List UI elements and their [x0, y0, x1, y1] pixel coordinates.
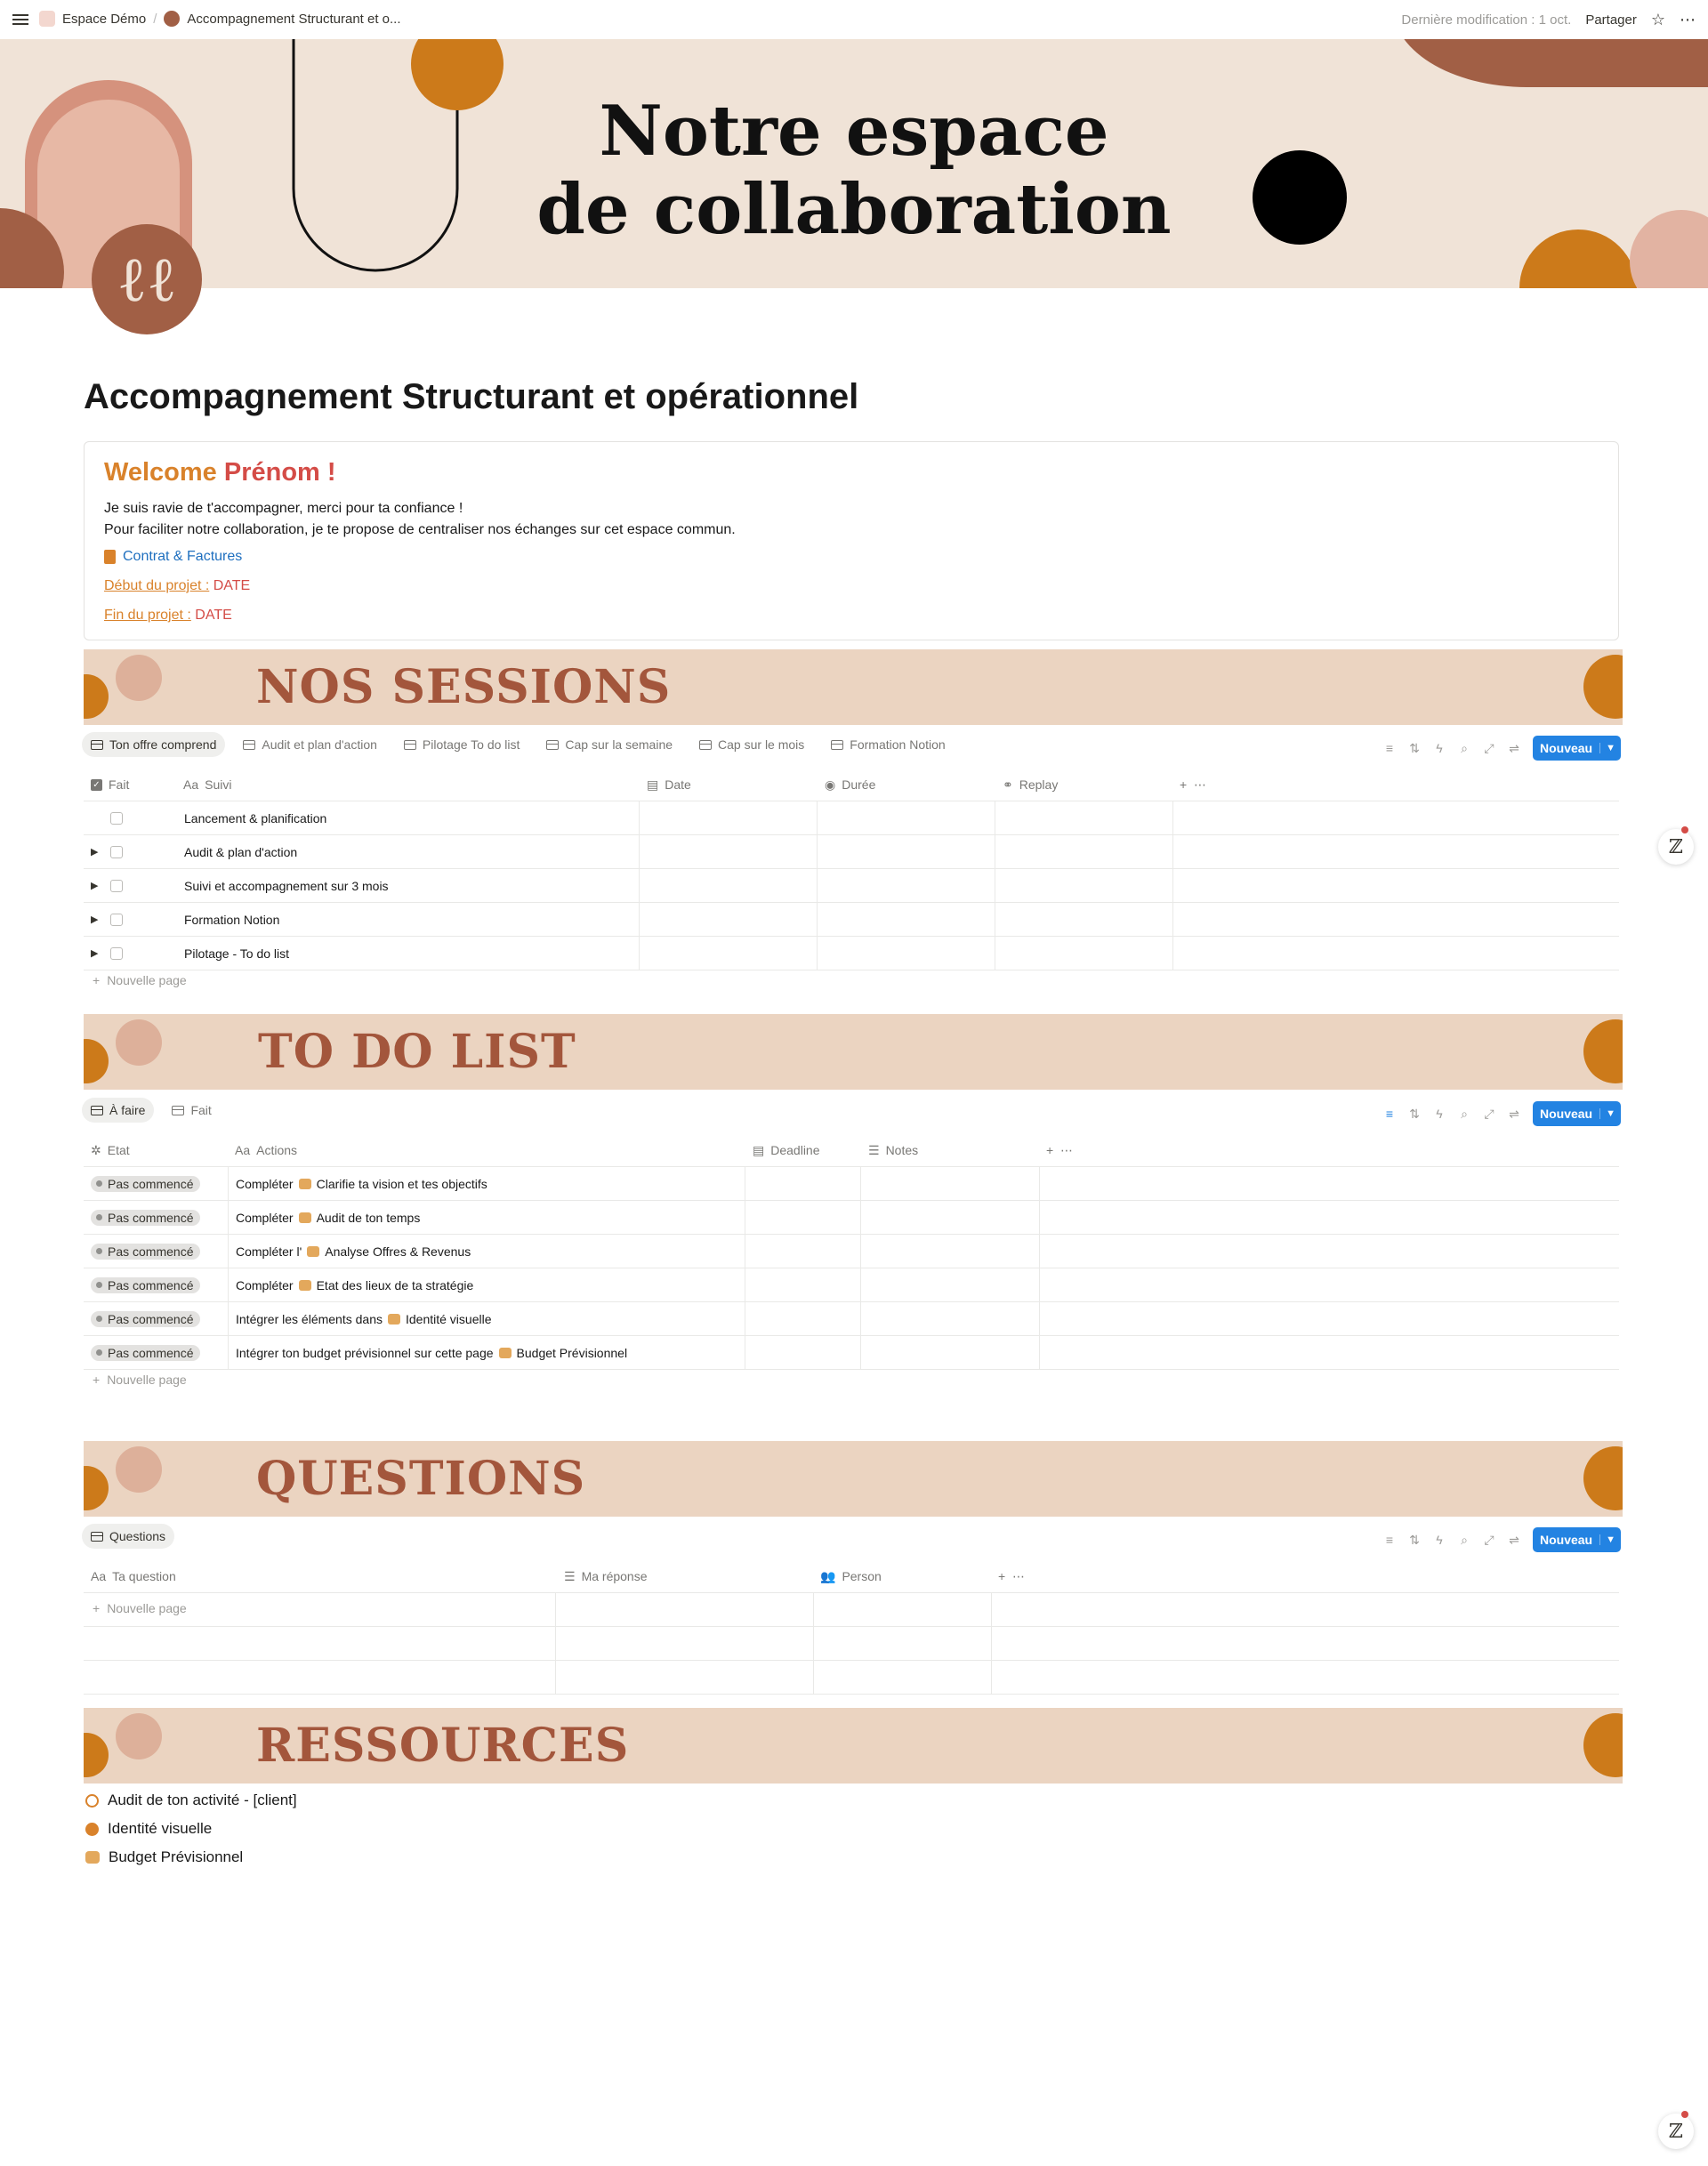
- start-date-value: DATE: [209, 578, 251, 593]
- floating-assistant-button[interactable]: ℤ: [1658, 829, 1694, 865]
- search-icon[interactable]: ⌕: [1461, 1106, 1468, 1121]
- toggle-icon[interactable]: ▶: [91, 881, 99, 891]
- checkbox[interactable]: [110, 914, 123, 926]
- table-row[interactable]: [84, 1302, 1619, 1336]
- breadcrumb: [39, 11, 401, 27]
- status-icon: ✲: [91, 1142, 101, 1157]
- tab-label: Fait: [190, 1103, 212, 1117]
- new-page-label: Nouvelle page: [107, 1373, 187, 1387]
- header-replay[interactable]: [1003, 769, 1058, 801]
- tab-formation[interactable]: [822, 732, 954, 757]
- tab-label: Questions: [109, 1529, 166, 1543]
- emoji-icon: [307, 1246, 319, 1257]
- header-duree[interactable]: [825, 769, 875, 801]
- tab-pilotage[interactable]: [395, 732, 528, 757]
- action-cell[interactable]: Compléter Audit de ton temps: [236, 1210, 421, 1225]
- table-row[interactable]: [84, 903, 1619, 937]
- emoji-icon: [299, 1212, 311, 1223]
- text-icon: Aa: [235, 1143, 251, 1157]
- chevron-down-icon[interactable]: ▼: [1599, 743, 1621, 753]
- status-badge[interactable]: Pas commencé: [91, 1311, 200, 1327]
- header-notes[interactable]: [868, 1134, 918, 1166]
- add-property-icon[interactable]: + ⋯: [998, 1568, 1025, 1583]
- checkbox[interactable]: [110, 846, 123, 858]
- sessions-toolbar: [1383, 736, 1621, 761]
- new-button[interactable]: [1533, 1101, 1621, 1126]
- notes-icon: ☰: [564, 1568, 576, 1583]
- header-label: Deadline: [770, 1143, 820, 1157]
- sort-icon[interactable]: ⇅: [1409, 1106, 1420, 1121]
- cover-title: [498, 93, 1210, 249]
- share-button[interactable]: Partager: [1585, 12, 1637, 28]
- table-row-empty: [84, 1593, 1619, 1627]
- banner-dot-pink: [116, 1019, 162, 1066]
- header-fait[interactable]: [91, 769, 129, 801]
- toggle-icon[interactable]: ▶: [91, 847, 99, 858]
- table-row-empty: [84, 1627, 1619, 1661]
- welcome-heading: [104, 458, 336, 487]
- table-row[interactable]: [84, 937, 1619, 970]
- new-button[interactable]: [1533, 1527, 1621, 1552]
- tab-label: Cap sur la semaine: [565, 737, 673, 752]
- contract-link[interactable]: [104, 549, 242, 565]
- cover-title-line2: de collaboration: [536, 169, 1172, 250]
- tab-audit[interactable]: [234, 732, 386, 757]
- resource-link-audit[interactable]: [85, 1792, 297, 1809]
- top-bar: [0, 0, 1708, 39]
- new-page-label: Nouvelle page: [107, 1601, 187, 1615]
- sessions-view-tabs: [82, 732, 955, 757]
- status-badge[interactable]: Pas commencé: [91, 1345, 200, 1361]
- checkbox[interactable]: [110, 812, 123, 825]
- banner-dot-right: [1583, 1446, 1623, 1510]
- header-label: Actions: [256, 1143, 298, 1157]
- header-label: Notes: [885, 1143, 919, 1157]
- table-row[interactable]: [84, 1167, 1619, 1201]
- checkbox[interactable]: [110, 947, 123, 960]
- banner-dot-left: [84, 1039, 109, 1083]
- toggle-icon[interactable]: ▶: [91, 914, 99, 925]
- tab-semaine[interactable]: [537, 732, 681, 757]
- table-row[interactable]: [84, 801, 1619, 835]
- tab-label: Pilotage To do list: [422, 737, 520, 752]
- header-suivi[interactable]: [183, 769, 231, 801]
- table-icon: [91, 1532, 103, 1542]
- search-icon[interactable]: ⌕: [1461, 740, 1468, 755]
- toggle-icon[interactable]: ▶: [91, 948, 99, 959]
- status-icon: ◉: [825, 777, 836, 792]
- end-date-value: DATE: [190, 608, 232, 623]
- start-date-label: Début du projet :: [104, 578, 210, 593]
- table-icon: [546, 740, 559, 750]
- table-header: [84, 1560, 1619, 1593]
- header-label: Suivi: [205, 777, 232, 792]
- todo-toolbar: [1383, 1101, 1621, 1126]
- page-icon-small: [164, 11, 180, 27]
- todo-banner: [84, 1014, 1623, 1090]
- questions-table: [84, 1560, 1619, 1695]
- start-date: [104, 578, 250, 594]
- resource-link-identite[interactable]: [85, 1820, 212, 1838]
- page-icon[interactable]: ℓℓ: [92, 224, 202, 334]
- table-icon: [404, 740, 416, 750]
- table-icon: [172, 1106, 184, 1115]
- table-row[interactable]: [84, 1268, 1619, 1302]
- text-icon: Aa: [91, 1569, 107, 1583]
- questions-view-tabs: [82, 1524, 174, 1549]
- filter-icon[interactable]: ≡: [1385, 741, 1394, 755]
- action-cell[interactable]: Compléter Etat des lieux de ta stratégie: [236, 1277, 474, 1292]
- star-icon[interactable]: ☆: [1650, 11, 1665, 28]
- banner-dot-right: [1583, 1713, 1623, 1777]
- tab-mois[interactable]: [690, 732, 813, 757]
- header-label: Person: [842, 1569, 882, 1583]
- resource-label: Budget Prévisionnel: [109, 1848, 244, 1865]
- last-edited: Dernière modification : 1 oct.: [1401, 12, 1572, 28]
- magnifier-icon: [85, 1794, 99, 1808]
- cover-image: [0, 39, 1708, 288]
- settings-icon[interactable]: ⇌: [1509, 740, 1519, 755]
- row-title[interactable]: Pilotage - To do list: [184, 946, 290, 961]
- add-property-icon[interactable]: + ⋯: [1180, 777, 1206, 792]
- sidebar-menu-icon[interactable]: [12, 12, 28, 28]
- tab-label: Cap sur le mois: [718, 737, 805, 752]
- banner-dot-right: [1583, 1019, 1623, 1083]
- workspace-icon: [39, 11, 55, 27]
- row-title[interactable]: Audit & plan d'action: [184, 844, 298, 859]
- new-page-label: Nouvelle page: [107, 973, 187, 987]
- emoji-icon: [299, 1280, 311, 1291]
- new-button-label: Nouveau: [1539, 741, 1593, 755]
- breadcrumb-separator: /: [153, 11, 157, 27]
- table-row[interactable]: [84, 1336, 1619, 1370]
- todo-view-tabs: [82, 1098, 221, 1123]
- todo-new-page[interactable]: [93, 1373, 187, 1387]
- text-icon: Aa: [183, 777, 199, 792]
- header-reponse[interactable]: [564, 1560, 648, 1592]
- welcome-name: Prénom !: [223, 458, 336, 487]
- document-icon: [104, 550, 116, 564]
- resources-banner: [84, 1708, 1623, 1784]
- sessions-new-page[interactable]: [93, 973, 187, 987]
- header-actions[interactable]: [235, 1134, 297, 1166]
- chevron-down-icon[interactable]: ▼: [1599, 1534, 1621, 1545]
- new-button[interactable]: [1533, 736, 1621, 761]
- todo-table: [84, 1134, 1619, 1370]
- expand-icon[interactable]: ⤢: [1484, 1106, 1494, 1121]
- banner-dot-left: [84, 1733, 109, 1777]
- callout-line-2: Pour faciliter notre collaboration, je te propose de centraliser nos échanges sur cet espace commun.: [104, 522, 736, 537]
- status-badge[interactable]: Pas commencé: [91, 1176, 200, 1192]
- banner-dot-left: [84, 1466, 109, 1510]
- breadcrumb-page[interactable]: Accompagnement Structurant et o...: [187, 11, 401, 27]
- action-cell[interactable]: Compléter l' Analyse Offres & Revenus: [236, 1244, 471, 1259]
- end-date-label: Fin du projet :: [104, 608, 191, 623]
- contract-link-label: Contrat & Factures: [123, 549, 243, 564]
- floating-assistant-button-bottom[interactable]: ℤ: [1658, 2114, 1694, 2149]
- action-cell[interactable]: Intégrer les éléments dans Identité visuelle: [236, 1311, 492, 1326]
- header-label: Ma réponse: [581, 1569, 648, 1583]
- settings-icon[interactable]: ⇌: [1509, 1532, 1519, 1547]
- checkbox-icon: ✓: [91, 779, 102, 791]
- breadcrumb-workspace[interactable]: Espace Démo: [62, 11, 147, 27]
- notes-icon: ☰: [868, 1142, 880, 1157]
- questions-banner: [84, 1441, 1623, 1517]
- header-label: Durée: [842, 777, 876, 792]
- tab-label: Audit et plan d'action: [262, 737, 377, 752]
- header-question[interactable]: [91, 1560, 176, 1592]
- expand-icon[interactable]: ⤢: [1484, 1532, 1494, 1547]
- header-date[interactable]: [647, 769, 691, 801]
- status-badge[interactable]: Pas commencé: [91, 1210, 200, 1226]
- sessions-banner: [84, 649, 1623, 725]
- tab-a-faire[interactable]: [82, 1098, 154, 1123]
- table-icon: [699, 740, 712, 750]
- settings-icon[interactable]: ⇌: [1509, 1106, 1519, 1121]
- new-button-label: Nouveau: [1539, 1533, 1593, 1547]
- table-header: [84, 1134, 1619, 1167]
- sessions-banner-title: NOS SESSIONS: [256, 660, 672, 714]
- header-label: Replay: [1019, 777, 1059, 792]
- automation-icon[interactable]: ϟ: [1436, 1107, 1443, 1121]
- checkbox[interactable]: [110, 880, 123, 892]
- page-title[interactable]: Accompagnement Structurant et opérationnel: [84, 377, 859, 416]
- sort-icon[interactable]: ⇅: [1409, 1532, 1420, 1547]
- banner-dot-pink: [116, 655, 162, 701]
- tab-label: Ton offre comprend: [109, 737, 217, 752]
- palette-icon: [85, 1823, 99, 1836]
- header-label: Fait: [109, 777, 130, 792]
- table-row[interactable]: [84, 869, 1619, 903]
- filter-icon[interactable]: ≡: [1385, 1533, 1394, 1547]
- automation-icon[interactable]: ϟ: [1436, 1533, 1443, 1547]
- tab-fait[interactable]: [163, 1098, 220, 1123]
- table-icon: [831, 740, 843, 750]
- emoji-icon: [299, 1179, 311, 1189]
- callout-line-1: Je suis ravie de t'accompagner, merci pour ta confiance !: [104, 501, 463, 516]
- header-person[interactable]: [820, 1560, 882, 1592]
- emoji-icon: [499, 1348, 512, 1358]
- tab-label: À faire: [109, 1103, 146, 1117]
- end-date: [104, 608, 232, 624]
- header-etat[interactable]: [91, 1134, 130, 1166]
- more-icon[interactable]: ⋯: [1680, 11, 1696, 28]
- tab-questions[interactable]: [82, 1524, 174, 1549]
- add-property-icon[interactable]: + ⋯: [1046, 1142, 1073, 1157]
- sessions-table: [84, 769, 1619, 970]
- new-button-label: Nouveau: [1539, 1107, 1593, 1121]
- table-icon: [243, 740, 255, 750]
- questions-new-page[interactable]: [93, 1601, 187, 1615]
- header-deadline[interactable]: [753, 1134, 820, 1166]
- action-cell[interactable]: Intégrer ton budget prévisionnel sur cette page Budget Prévisionnel: [236, 1345, 628, 1360]
- cover-title-line1: Notre espace: [599, 91, 1109, 172]
- plus-icon: +: [93, 973, 101, 987]
- table-row[interactable]: [84, 1201, 1619, 1235]
- status-badge[interactable]: Pas commencé: [91, 1277, 200, 1293]
- calendar-icon: ▤: [753, 1142, 765, 1157]
- row-title[interactable]: Suivi et accompagnement sur 3 mois: [184, 878, 389, 893]
- row-title[interactable]: Lancement & planification: [184, 810, 327, 825]
- table-icon: [91, 740, 103, 750]
- plus-icon: +: [93, 1601, 101, 1615]
- calendar-icon: ▤: [647, 777, 659, 792]
- header-label: Etat: [107, 1143, 130, 1157]
- resources-banner-title: RESSOURCES: [256, 1719, 630, 1773]
- questions-banner-title: QUESTIONS: [256, 1452, 586, 1506]
- header-label: Date: [665, 777, 691, 792]
- link-icon: ⚭: [1003, 777, 1013, 792]
- welcome-callout: [84, 441, 1619, 640]
- people-icon: 👥: [820, 1568, 836, 1583]
- todo-banner-title: TO DO LIST: [258, 1025, 576, 1079]
- row-title[interactable]: Formation Notion: [184, 912, 280, 927]
- chart-icon: [85, 1851, 100, 1864]
- welcome-word: Welcome: [104, 458, 224, 487]
- action-cell[interactable]: Compléter Clarifie ta vision et tes objectifs: [236, 1176, 487, 1191]
- table-row-empty: [84, 1661, 1619, 1695]
- status-badge[interactable]: Pas commencé: [91, 1244, 200, 1260]
- expand-icon[interactable]: ⤢: [1484, 740, 1494, 755]
- banner-dot-pink: [116, 1446, 162, 1493]
- header-label: Ta question: [112, 1569, 176, 1583]
- plus-icon: +: [93, 1373, 101, 1387]
- filter-icon[interactable]: ≡: [1385, 1107, 1394, 1121]
- questions-toolbar: [1383, 1527, 1621, 1552]
- table-row[interactable]: [84, 1235, 1619, 1268]
- resource-label: Audit de ton activité - [client]: [108, 1792, 297, 1808]
- banner-dot-pink: [116, 1713, 162, 1759]
- table-icon: [91, 1106, 103, 1115]
- sort-icon[interactable]: ⇅: [1409, 740, 1420, 755]
- emoji-icon: [388, 1314, 400, 1325]
- automation-icon[interactable]: ϟ: [1436, 741, 1443, 755]
- table-header: [84, 769, 1619, 801]
- tab-label: Formation Notion: [850, 737, 946, 752]
- table-row[interactable]: [84, 835, 1619, 869]
- chevron-down-icon[interactable]: ▼: [1599, 1108, 1621, 1119]
- banner-dot-left: [84, 674, 109, 719]
- resource-link-budget[interactable]: [85, 1848, 243, 1866]
- search-icon[interactable]: ⌕: [1461, 1532, 1468, 1547]
- tab-ton-offre[interactable]: [82, 732, 225, 757]
- banner-dot-right: [1583, 655, 1623, 719]
- resource-label: Identité visuelle: [108, 1820, 213, 1837]
